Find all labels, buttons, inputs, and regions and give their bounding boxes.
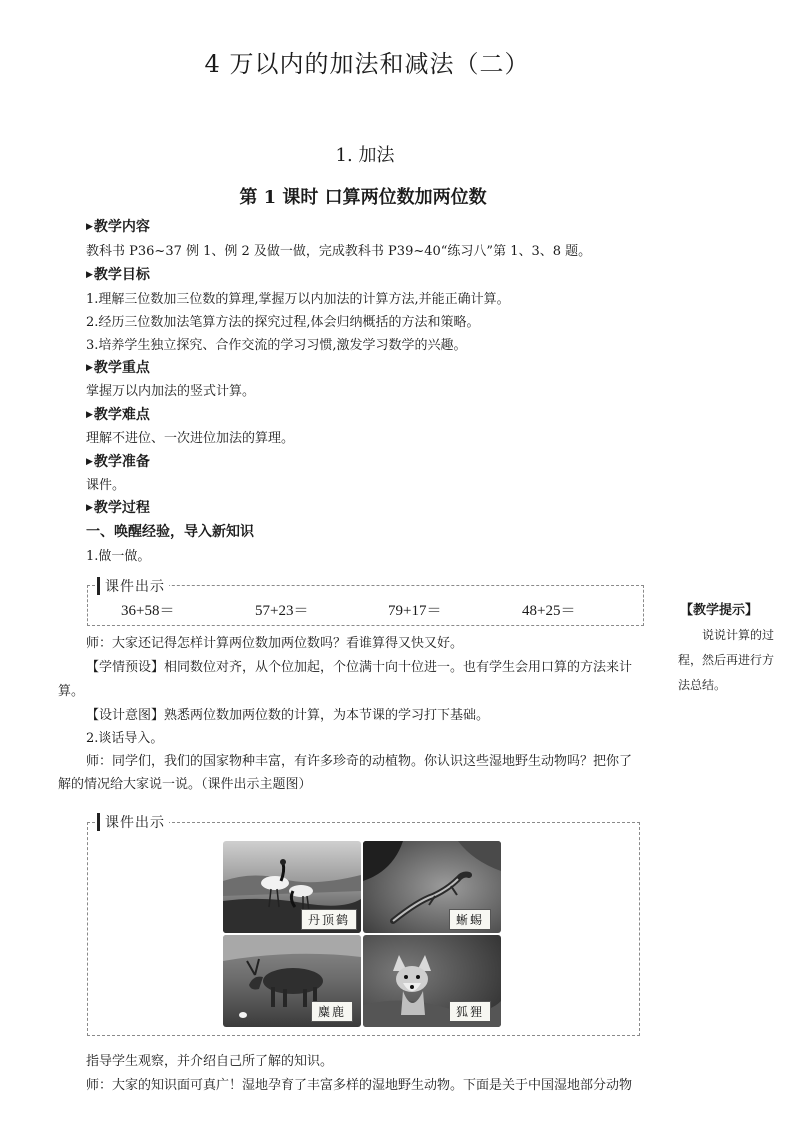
chapter-title: 4 万以内的加法和减法（二） [204, 50, 530, 78]
preset-line-1: 【学情预设】相同数位对齐，从个位加起，个位满十向十位进一。也有学生会用口算的方法来计 [86, 660, 633, 675]
key-heading: ▶教学重点 [86, 360, 150, 376]
crane-caption: 丹顶鹤 [301, 909, 357, 930]
courseware-label-1: 课件出示 [101, 576, 169, 596]
goal-3: 3.培养学生独立探究、合作交流的学习习惯,激发学习数学的兴趣。 [86, 338, 467, 353]
goal-1: 1.理解三位数加三位数的算理,掌握万以内加法的计算方法,并能正确计算。 [86, 292, 510, 307]
goals-heading: ▶教学目标 [86, 267, 150, 283]
prep-text: 课件。 [86, 478, 126, 493]
crane-photo [223, 841, 361, 933]
teacher-praise: 师：大家的知识面可真广！湿地孕育了丰富多样的湿地野生动物。下面是关于中国湿地部分动物 [86, 1078, 633, 1093]
exercise-2: 57+23＝ [255, 603, 309, 619]
fox-caption: 狐狸 [449, 1001, 491, 1022]
exercise-1: 36+58＝ [121, 603, 175, 619]
step-1-2: 2.谈话导入。 [86, 731, 164, 746]
goal-2: 2.经历三位数加法笔算方法的探究过程,体会归纳概括的方法和策略。 [86, 315, 480, 330]
exercise-4: 48+25＝ [522, 603, 576, 619]
deer-caption: 麋鹿 [311, 1001, 353, 1022]
triangle-icon: ▶ [86, 410, 93, 420]
teacher-question: 师：大家还记得怎样计算两位数加两位数吗？看谁算得又快又好。 [86, 636, 464, 651]
tip-body: 说说计算的过程，然后再进行方法总结。 [678, 628, 775, 692]
step-1-heading: 一、唤醒经验，导入新知识 [86, 524, 254, 540]
triangle-icon: ▶ [86, 503, 93, 513]
deer-photo [223, 935, 361, 1027]
step-1-1: 1.做一做。 [86, 549, 151, 564]
label-bar [97, 577, 100, 595]
content-text: 教科书 P36~37 例 1、例 2 及做一做，完成教科书 P39~40“练习八”第 1、3、8 题。 [86, 244, 592, 259]
triangle-icon: ▶ [86, 222, 93, 232]
prep-heading: ▶教学准备 [86, 454, 150, 470]
key-text: 掌握万以内加法的竖式计算。 [86, 384, 256, 399]
teacher-talk-line-2: 解的情况给大家说一说。（课件出示主题图） [58, 777, 312, 792]
process-heading: ▶教学过程 [86, 500, 150, 516]
triangle-icon: ▶ [86, 363, 93, 373]
exercise-3: 79+17＝ [388, 603, 442, 619]
lizard-caption: 蜥蜴 [449, 909, 491, 930]
triangle-icon: ▶ [86, 457, 93, 467]
difficulty-heading: ▶教学难点 [86, 407, 150, 423]
lizard-photo [363, 841, 501, 933]
lesson-title: 第 1 课时 口算两位数加两位数 [239, 187, 487, 208]
triangle-icon: ▶ [86, 270, 93, 280]
teacher-talk-line-1: 师：同学们，我们的国家物种丰富，有许多珍奇的动植物。你认识这些湿地野生动物吗？把你了 [86, 754, 633, 769]
tip-title: 【教学提示】 [680, 603, 759, 618]
guide-text: 指导学生观察，并介绍自己所了解的知识。 [86, 1054, 334, 1069]
design-intent: 【设计意图】熟悉两位数加两位数的计算，为本节课的学习打下基础。 [86, 708, 490, 723]
label-bar [97, 813, 100, 831]
section-title: 1. 加法 [335, 145, 395, 166]
fox-photo [363, 935, 501, 1027]
content-heading: ▶教学内容 [86, 219, 150, 235]
courseware-label-2: 课件出示 [101, 812, 169, 832]
preset-line-2: 算。 [58, 684, 85, 699]
difficulty-text: 理解不进位、一次进位加法的算理。 [86, 431, 295, 446]
